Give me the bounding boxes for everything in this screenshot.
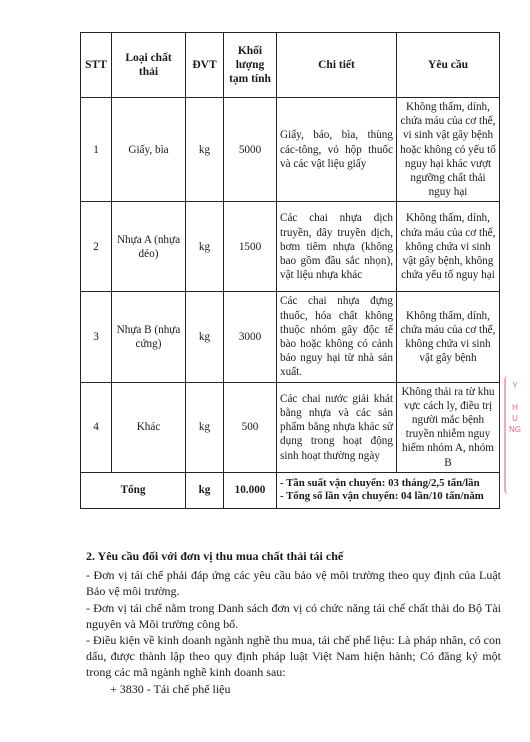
table-row <box>81 292 500 382</box>
cell-dvt: kg <box>186 382 224 472</box>
waste-table <box>80 32 500 509</box>
cell-khoiluong: 3000 <box>224 292 277 382</box>
total-label: Tổng <box>81 472 186 508</box>
paragraph-1: - Đơn vị tái chế phải đáp ứng các yêu cầu bảo vệ môi trường theo quy định của Luật Bảo vệ môi trường. <box>86 568 501 598</box>
section-title: 2. Yêu cầu đối với đơn vị thu mua chất thải tái chế <box>86 549 344 563</box>
total-khoiluong: 10.000 <box>224 472 277 508</box>
paragraph-3: - Điều kiện về kinh doanh ngành nghề thu mua, tái chế phế liệu: Là pháp nhân, có con dấu, được thành lập theo quy định pháp luật Việt Nam hiện hành; Có đăng ký một trong các mã ngành nghề kinh doanh sau: <box>86 633 501 679</box>
cell-stt: 4 <box>81 382 112 472</box>
cell-loai: Nhựa B (nhựa cứng) <box>112 292 186 382</box>
cell-dvt: kg <box>186 202 224 292</box>
note-count: - Tổng số lần vận chuyển: 04 lần/10 tấn/năm <box>280 490 484 503</box>
cell-chitiet: Giấy, báo, bìa, thùng các-tông, vỏ hộp thuốc và các vật liệu giấy <box>277 98 397 202</box>
note-frequency: - Tần suất vận chuyển: 03 tháng/2,5 tấn/lần <box>280 477 480 490</box>
header-loai: Loại chất thải <box>112 33 186 98</box>
cell-khoiluong: 500 <box>224 382 277 472</box>
header-stt: STT <box>81 33 112 98</box>
cell-chitiet: Các chai nhựa đựng thuốc, hóa chất không thuộc nhóm gây độc tế bào hoặc không có cảnh báo nguy hại từ nhà sản xuất. <box>277 292 397 382</box>
table-total-row <box>81 472 500 508</box>
cell-stt: 2 <box>81 202 112 292</box>
paragraph-2: - Đơn vị tái chế nằm trong Danh sách đơn vị có chức năng tái chế chất thải do Bộ Tài nguyên và Môi trường công bố. <box>86 601 501 631</box>
cell-khoiluong: 5000 <box>224 98 277 202</box>
red-stamp-fragment: Y H U NG <box>509 381 521 434</box>
cell-loai: Khác <box>112 382 186 472</box>
header-yeucau: Yêu cầu <box>397 33 500 98</box>
cell-dvt: kg <box>186 98 224 202</box>
table-row <box>81 202 500 292</box>
table-row <box>81 98 500 202</box>
cell-khoiluong: 1500 <box>224 202 277 292</box>
cell-stt: 3 <box>81 292 112 382</box>
cell-loai: Giấy, bìa <box>112 98 186 202</box>
total-note <box>277 472 500 508</box>
paragraph-4: + 3830 - Tái chế phế liệu <box>110 682 231 696</box>
cell-loai: Nhựa A (nhựa dẻo) <box>112 202 186 292</box>
cell-chitiet: Các chai nhựa dịch truyền, dây truyền dịch, bơm tiêm nhựa (không bao gồm đầu sắc nhọn), vật liệu nhựa khác <box>277 202 397 292</box>
table-row <box>81 382 500 472</box>
cell-yeucau: Không thấm, dính, chứa máu của cơ thể, không chứa vi sinh vật gây bệnh <box>397 292 500 382</box>
table-header-row <box>81 33 500 98</box>
cell-chitiet: Các chai nước giải khát bằng nhựa và các sản phẩm bằng nhựa khác sử dụng trong hoạt động sinh hoạt thường ngày <box>277 382 397 472</box>
cell-dvt: kg <box>186 292 224 382</box>
cell-yeucau: Không thải ra từ khu vực cách ly, điều trị người mắc bệnh truyền nhiễm nguy hiểm nhóm A, nhóm B <box>397 382 500 472</box>
header-chitiet: Chi tiết <box>277 33 397 98</box>
cell-yeucau: Không thấm, dính, chứa máu của cơ thể, không chứa vi sinh vật gây bệnh, không chứa yếu tố nguy hại <box>397 202 500 292</box>
header-khoiluong: Khối lượng tạm tính <box>224 33 277 98</box>
cell-yeucau: Không thấm, dính, chứa máu của cơ thể, vi sinh vật gây bệnh hoặc không có yếu tố nguy hại khác vượt ngưỡng chất thải nguy hại <box>397 98 500 202</box>
total-dvt: kg <box>186 472 224 508</box>
cell-stt: 1 <box>81 98 112 202</box>
header-dvt: ĐVT <box>186 33 224 98</box>
